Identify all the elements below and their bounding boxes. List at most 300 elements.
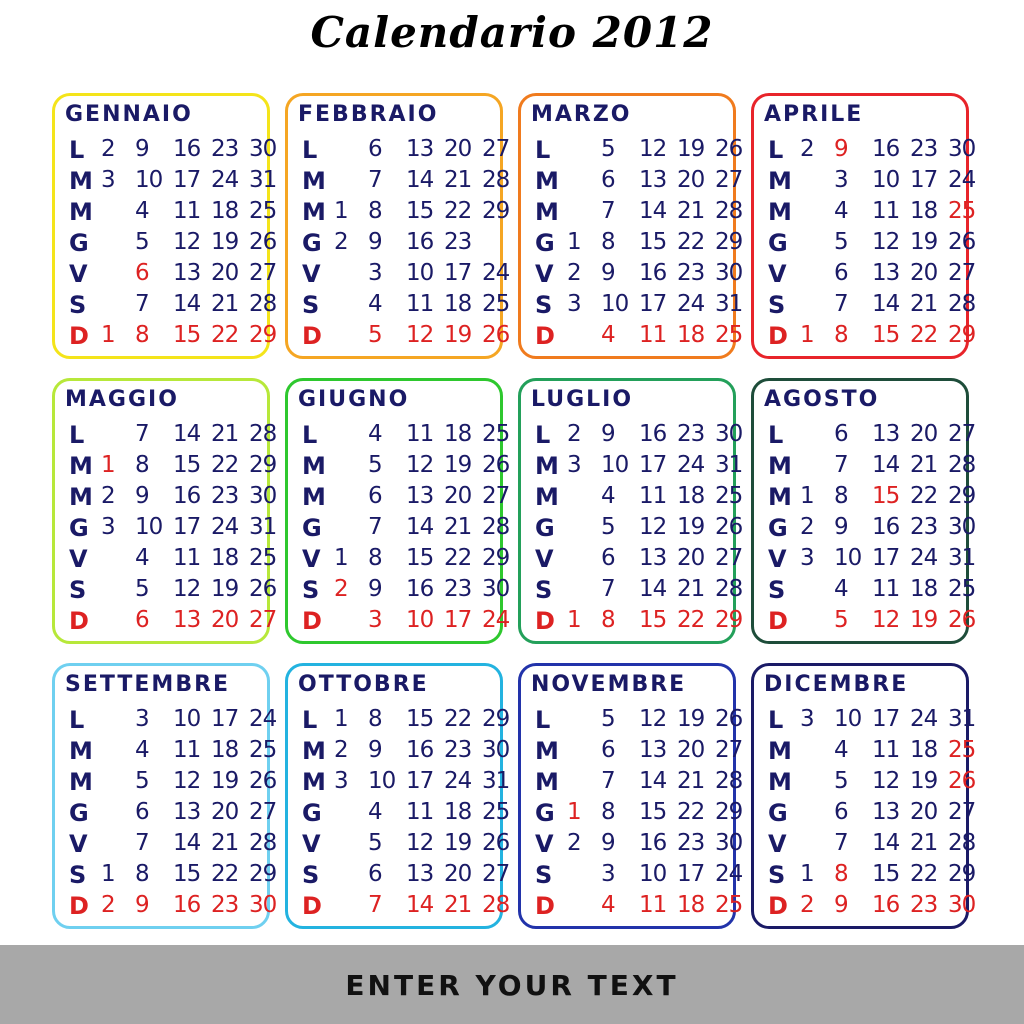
- day-label: D: [302, 322, 322, 350]
- day-numbers: [567, 421, 743, 451]
- day-label: M: [302, 483, 326, 511]
- day-number: 1: [567, 229, 581, 255]
- day-number: 4: [368, 291, 382, 317]
- day-number: 18: [211, 737, 239, 763]
- day-number: 28: [948, 830, 976, 856]
- day-number: 28: [948, 452, 976, 478]
- day-label: G: [535, 229, 555, 257]
- day-number: 12: [406, 830, 434, 856]
- day-number: 23: [444, 737, 472, 763]
- day-number: 19: [444, 322, 472, 348]
- week-row: [768, 545, 976, 575]
- day-label: M: [768, 167, 792, 195]
- day-number: 19: [444, 830, 472, 856]
- week-row: [768, 421, 976, 451]
- day-numbers: [567, 514, 743, 544]
- day-number: 1: [334, 545, 348, 571]
- day-number: 4: [368, 799, 382, 825]
- day-number: 22: [910, 322, 938, 348]
- day-number: 9: [834, 892, 848, 918]
- day-number: 3: [101, 167, 115, 193]
- month-name: LUGLIO: [531, 387, 634, 412]
- day-number: 10: [173, 706, 201, 732]
- week-row: [69, 198, 277, 228]
- day-number: 12: [639, 706, 667, 732]
- day-number: 22: [910, 483, 938, 509]
- day-number: 5: [601, 136, 615, 162]
- day-number: 6: [601, 167, 615, 193]
- day-number: 23: [444, 229, 472, 255]
- day-number: 31: [249, 514, 277, 540]
- week-row: [535, 545, 743, 575]
- day-number: 6: [135, 799, 149, 825]
- day-number: 18: [910, 576, 938, 602]
- day-number: 24: [211, 167, 239, 193]
- day-number: 14: [173, 830, 201, 856]
- day-number: 6: [368, 861, 382, 887]
- day-label: V: [302, 260, 321, 288]
- day-number: 11: [872, 198, 900, 224]
- week-row: [302, 607, 510, 637]
- day-number: 20: [910, 421, 938, 447]
- day-number: 12: [639, 514, 667, 540]
- day-numbers: [101, 768, 277, 798]
- day-number: 19: [677, 706, 705, 732]
- day-number: 17: [677, 861, 705, 887]
- day-number: 23: [211, 892, 239, 918]
- day-number: 7: [368, 514, 382, 540]
- month-name: SETTEMBRE: [65, 672, 231, 697]
- week-row: [302, 768, 510, 798]
- week-row: [302, 452, 510, 482]
- day-number: 8: [368, 198, 382, 224]
- day-number: 28: [249, 421, 277, 447]
- day-number: 14: [872, 830, 900, 856]
- day-number: 13: [639, 545, 667, 571]
- day-number: 4: [135, 545, 149, 571]
- day-number: 23: [677, 421, 705, 447]
- day-number: 16: [406, 229, 434, 255]
- day-numbers: [567, 136, 743, 166]
- day-number: 4: [834, 737, 848, 763]
- day-label: D: [768, 322, 788, 350]
- day-number: 17: [173, 514, 201, 540]
- day-number: 27: [482, 861, 510, 887]
- day-numbers: [567, 260, 743, 290]
- day-number: 17: [872, 545, 900, 571]
- day-number: 24: [482, 607, 510, 633]
- day-number: 6: [601, 737, 615, 763]
- day-number: 20: [211, 799, 239, 825]
- day-number: 30: [948, 514, 976, 540]
- day-number: 21: [211, 421, 239, 447]
- day-label: M: [69, 483, 93, 511]
- week-row: [69, 291, 277, 321]
- week-row: [69, 136, 277, 166]
- day-label: L: [535, 421, 551, 449]
- day-label: M: [69, 768, 93, 796]
- day-number: 13: [872, 799, 900, 825]
- month-agosto: [751, 378, 976, 644]
- day-label: M: [302, 198, 326, 226]
- month-luglio: [518, 378, 743, 644]
- day-number: 26: [948, 229, 976, 255]
- week-row: [768, 260, 976, 290]
- day-label: M: [768, 737, 792, 765]
- day-number: 9: [135, 892, 149, 918]
- day-numbers: [567, 198, 743, 228]
- day-number: 7: [601, 198, 615, 224]
- week-row: [69, 861, 277, 891]
- week-row: [768, 291, 976, 321]
- day-label: D: [535, 607, 555, 635]
- week-row: [768, 737, 976, 767]
- day-number: 23: [910, 514, 938, 540]
- day-numbers: [800, 607, 976, 637]
- day-number: 2: [567, 830, 581, 856]
- day-number: 17: [639, 452, 667, 478]
- day-number: 6: [834, 421, 848, 447]
- day-label: M: [768, 452, 792, 480]
- day-number: 7: [368, 167, 382, 193]
- day-number: 28: [482, 167, 510, 193]
- month-dicembre: [751, 663, 976, 929]
- week-row: [69, 167, 277, 197]
- day-label: G: [768, 799, 788, 827]
- day-numbers: [101, 421, 277, 451]
- day-number: 1: [800, 861, 814, 887]
- month-novembre: [518, 663, 743, 929]
- day-numbers: [567, 229, 743, 259]
- day-label: V: [302, 545, 321, 573]
- day-number: 10: [601, 452, 629, 478]
- week-row: [535, 892, 743, 922]
- day-label: L: [302, 706, 318, 734]
- week-row: [768, 607, 976, 637]
- day-label: S: [69, 576, 87, 604]
- day-number: 11: [406, 799, 434, 825]
- day-number: 14: [639, 198, 667, 224]
- day-number: 4: [135, 198, 149, 224]
- week-row: [768, 198, 976, 228]
- day-numbers: [800, 229, 976, 259]
- day-number: 22: [677, 607, 705, 633]
- day-label: M: [69, 452, 93, 480]
- day-number: 8: [135, 322, 149, 348]
- day-number: 21: [444, 892, 472, 918]
- day-number: 25: [249, 198, 277, 224]
- day-number: 25: [948, 198, 976, 224]
- day-number: 18: [211, 545, 239, 571]
- day-number: 24: [910, 545, 938, 571]
- day-number: 31: [249, 167, 277, 193]
- day-number: 11: [639, 483, 667, 509]
- week-row: [302, 483, 510, 513]
- day-number: 5: [834, 768, 848, 794]
- day-number: 21: [677, 576, 705, 602]
- day-number: 27: [482, 483, 510, 509]
- day-number: 24: [910, 706, 938, 732]
- day-numbers: [567, 892, 743, 922]
- day-numbers: [567, 737, 743, 767]
- week-row: [535, 167, 743, 197]
- day-number: 2: [800, 514, 814, 540]
- day-numbers: [101, 607, 277, 637]
- day-number: 3: [834, 167, 848, 193]
- footer-text[interactable]: ENTER YOUR TEXT: [345, 969, 679, 1002]
- week-row: [535, 421, 743, 451]
- footer-bar: [0, 945, 1024, 1024]
- day-numbers: [567, 576, 743, 606]
- day-label: S: [535, 576, 553, 604]
- day-number: 1: [101, 322, 115, 348]
- day-label: L: [302, 421, 318, 449]
- week-row: [768, 576, 976, 606]
- day-number: 26: [249, 576, 277, 602]
- day-number: 6: [135, 607, 149, 633]
- day-label: M: [535, 483, 559, 511]
- day-number: 30: [249, 483, 277, 509]
- day-number: 4: [601, 892, 615, 918]
- week-row: [302, 136, 510, 166]
- day-number: 29: [715, 607, 743, 633]
- day-label: S: [768, 861, 786, 889]
- week-row: [768, 706, 976, 736]
- week-row: [69, 421, 277, 451]
- day-number: 20: [677, 737, 705, 763]
- day-numbers: [800, 892, 976, 922]
- day-number: 15: [406, 198, 434, 224]
- day-number: 21: [677, 768, 705, 794]
- day-number: 19: [211, 768, 239, 794]
- week-row: [535, 452, 743, 482]
- day-number: 13: [173, 607, 201, 633]
- week-row: [69, 545, 277, 575]
- day-numbers: [567, 545, 743, 575]
- week-row: [302, 545, 510, 575]
- day-label: V: [768, 260, 787, 288]
- day-number: 21: [910, 452, 938, 478]
- day-numbers: [334, 291, 510, 321]
- day-number: 29: [715, 799, 743, 825]
- day-numbers: [800, 198, 976, 228]
- day-number: 29: [715, 229, 743, 255]
- day-number: 11: [639, 322, 667, 348]
- day-number: 14: [872, 452, 900, 478]
- day-number: 21: [211, 830, 239, 856]
- day-numbers: [101, 291, 277, 321]
- day-numbers: [567, 706, 743, 736]
- day-label: S: [302, 291, 320, 319]
- day-numbers: [101, 229, 277, 259]
- day-number: 17: [444, 260, 472, 286]
- day-number: 5: [368, 322, 382, 348]
- day-number: 20: [444, 136, 472, 162]
- day-number: 13: [406, 136, 434, 162]
- day-number: 18: [444, 799, 472, 825]
- day-number: 9: [135, 136, 149, 162]
- day-numbers: [800, 514, 976, 544]
- month-name: MARZO: [531, 102, 632, 127]
- day-number: 18: [211, 198, 239, 224]
- day-label: V: [69, 830, 88, 858]
- day-number: 24: [211, 514, 239, 540]
- day-number: 15: [173, 322, 201, 348]
- week-row: [69, 607, 277, 637]
- month-maggio: [52, 378, 277, 644]
- day-number: 1: [101, 861, 115, 887]
- day-number: 26: [948, 768, 976, 794]
- day-label: S: [302, 861, 320, 889]
- day-number: 13: [406, 861, 434, 887]
- day-number: 20: [211, 260, 239, 286]
- day-number: 24: [715, 861, 743, 887]
- day-numbers: [101, 514, 277, 544]
- month-name: AGOSTO: [764, 387, 880, 412]
- day-number: 10: [601, 291, 629, 317]
- day-number: 9: [135, 483, 149, 509]
- day-number: 15: [872, 861, 900, 887]
- day-number: 30: [715, 830, 743, 856]
- day-label: M: [302, 737, 326, 765]
- day-number: 13: [872, 421, 900, 447]
- day-label: S: [535, 861, 553, 889]
- day-numbers: [334, 607, 510, 637]
- day-number: 28: [715, 576, 743, 602]
- month-name: MAGGIO: [65, 387, 179, 412]
- day-number: 6: [368, 136, 382, 162]
- day-number: 8: [368, 706, 382, 732]
- week-row: [535, 607, 743, 637]
- day-numbers: [101, 830, 277, 860]
- day-number: 1: [567, 607, 581, 633]
- day-number: 3: [368, 260, 382, 286]
- day-numbers: [800, 861, 976, 891]
- day-number: 5: [834, 229, 848, 255]
- day-number: 3: [567, 452, 581, 478]
- day-numbers: [101, 322, 277, 352]
- day-number: 6: [368, 483, 382, 509]
- day-number: 5: [135, 576, 149, 602]
- day-number: 15: [639, 607, 667, 633]
- day-number: 16: [406, 576, 434, 602]
- week-row: [535, 136, 743, 166]
- day-number: 29: [948, 483, 976, 509]
- day-number: 25: [948, 737, 976, 763]
- day-number: 16: [406, 737, 434, 763]
- week-row: [302, 830, 510, 860]
- day-number: 20: [444, 483, 472, 509]
- day-number: 8: [601, 799, 615, 825]
- day-number: 1: [800, 483, 814, 509]
- day-number: 31: [715, 291, 743, 317]
- day-label: G: [69, 229, 89, 257]
- day-numbers: [800, 706, 976, 736]
- day-number: 18: [677, 322, 705, 348]
- day-number: 7: [135, 830, 149, 856]
- week-row: [535, 483, 743, 513]
- day-number: 30: [249, 136, 277, 162]
- day-number: 15: [173, 452, 201, 478]
- week-row: [768, 799, 976, 829]
- day-numbers: [800, 576, 976, 606]
- day-number: 26: [948, 607, 976, 633]
- week-row: [69, 452, 277, 482]
- day-label: M: [535, 768, 559, 796]
- day-numbers: [800, 483, 976, 513]
- day-numbers: [101, 706, 277, 736]
- day-number: 10: [135, 167, 163, 193]
- week-row: [768, 452, 976, 482]
- day-number: 21: [910, 291, 938, 317]
- day-label: G: [69, 514, 89, 542]
- day-numbers: [101, 799, 277, 829]
- day-number: 27: [249, 799, 277, 825]
- day-label: M: [302, 167, 326, 195]
- day-label: V: [302, 830, 321, 858]
- day-number: 23: [211, 136, 239, 162]
- week-row: [535, 229, 743, 259]
- day-number: 15: [639, 799, 667, 825]
- calendar-title: Calendario 2012: [310, 8, 714, 57]
- day-number: 17: [211, 706, 239, 732]
- day-number: 29: [249, 322, 277, 348]
- day-label: G: [69, 799, 89, 827]
- day-number: 15: [406, 706, 434, 732]
- day-number: 3: [800, 706, 814, 732]
- day-number: 18: [910, 198, 938, 224]
- day-numbers: [334, 830, 510, 860]
- day-number: 28: [482, 892, 510, 918]
- day-number: 11: [173, 198, 201, 224]
- day-numbers: [567, 452, 743, 482]
- day-number: 2: [800, 136, 814, 162]
- week-row: [535, 768, 743, 798]
- day-label: G: [302, 799, 322, 827]
- day-number: 25: [482, 291, 510, 317]
- week-row: [535, 291, 743, 321]
- week-row: [535, 322, 743, 352]
- day-number: 23: [677, 260, 705, 286]
- day-numbers: [334, 167, 510, 197]
- day-number: 13: [639, 167, 667, 193]
- day-numbers: [101, 260, 277, 290]
- day-number: 9: [368, 229, 382, 255]
- day-number: 27: [715, 737, 743, 763]
- day-number: 17: [406, 768, 434, 794]
- day-number: 21: [677, 198, 705, 224]
- day-number: 8: [601, 229, 615, 255]
- day-number: 12: [173, 768, 201, 794]
- day-label: G: [535, 514, 555, 542]
- day-number: 18: [677, 892, 705, 918]
- day-numbers: [800, 322, 976, 352]
- day-number: 7: [135, 291, 149, 317]
- week-row: [768, 229, 976, 259]
- day-numbers: [101, 892, 277, 922]
- day-numbers: [800, 291, 976, 321]
- day-number: 14: [872, 291, 900, 317]
- week-row: [302, 706, 510, 736]
- day-number: 10: [406, 260, 434, 286]
- day-number: 26: [249, 229, 277, 255]
- week-row: [69, 830, 277, 860]
- day-number: 16: [872, 136, 900, 162]
- day-label: S: [69, 861, 87, 889]
- day-numbers: [567, 322, 743, 352]
- day-number: 2: [101, 892, 115, 918]
- day-number: 27: [715, 167, 743, 193]
